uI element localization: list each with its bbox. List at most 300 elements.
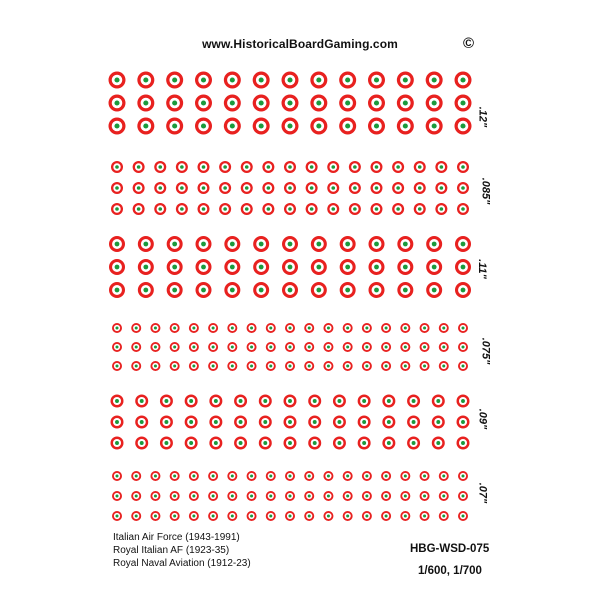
roundel-decal: [111, 161, 123, 173]
roundel-decal: [224, 236, 240, 252]
roundel-decal: [137, 118, 154, 135]
roundel-decal: [112, 323, 122, 333]
roundel-decal: [457, 203, 469, 215]
roundel-decal: [282, 236, 298, 252]
roundel-decal: [343, 491, 353, 501]
roundel-decal: [369, 282, 385, 298]
roundel-decal: [284, 203, 296, 215]
roundel-decal: [266, 491, 276, 501]
roundel-decal: [381, 323, 391, 333]
roundel-decal: [253, 72, 270, 89]
roundel-decal: [343, 511, 353, 521]
roundel-decal: [397, 259, 413, 275]
roundel-section: [109, 72, 472, 135]
roundel-decal: [362, 361, 372, 371]
roundel-decal: [112, 511, 122, 521]
roundel-decal: [154, 203, 166, 215]
roundel-decal: [150, 361, 160, 371]
roundel-decal: [339, 72, 356, 89]
roundel-decal: [397, 95, 414, 112]
roundel-decal: [189, 491, 199, 501]
roundel-section: [109, 236, 471, 298]
roundel-decal: [208, 323, 218, 333]
roundel-decal: [285, 471, 295, 481]
roundel-decal: [109, 236, 125, 252]
roundel-decal: [137, 72, 154, 89]
roundel-decal: [420, 323, 430, 333]
roundel-decal: [381, 342, 391, 352]
roundel-decal: [227, 511, 237, 521]
roundel-decal: [154, 182, 166, 194]
roundel-decal: [381, 471, 391, 481]
roundel-decal: [306, 203, 318, 215]
roundel-decal: [160, 437, 173, 450]
roundel-decal: [358, 416, 371, 429]
roundel-decal: [247, 361, 257, 371]
roundel-decal: [259, 437, 272, 450]
roundel-decal: [333, 437, 346, 450]
roundel-decal: [304, 491, 314, 501]
roundel-decal: [362, 511, 372, 521]
roundel-decal: [170, 361, 180, 371]
roundel-decal: [439, 361, 449, 371]
roundel-decal: [397, 118, 414, 135]
roundel-decal: [340, 259, 356, 275]
roundel-decal: [208, 491, 218, 501]
roundel-decal: [333, 395, 346, 408]
roundel-decal: [189, 342, 199, 352]
roundel-decal: [458, 342, 468, 352]
roundel-decal: [458, 491, 468, 501]
roundel-decal: [259, 395, 272, 408]
roundel-decal: [323, 342, 333, 352]
roundel-decal: [167, 236, 183, 252]
roundel-decal: [426, 72, 443, 89]
roundel-decal: [160, 395, 173, 408]
roundel-decal: [112, 471, 122, 481]
roundel-decal: [282, 259, 298, 275]
roundel-decal: [284, 182, 296, 194]
roundel-decal: [208, 342, 218, 352]
roundel-decal: [432, 395, 445, 408]
roundel-decal: [426, 259, 442, 275]
roundel-decal: [407, 416, 420, 429]
roundel-decal: [150, 323, 160, 333]
roundel-decal: [306, 182, 318, 194]
roundel-decal: [135, 437, 148, 450]
roundel-decal: [333, 416, 346, 429]
roundel-decal: [306, 161, 318, 173]
roundel-decal: [111, 203, 123, 215]
roundel-decal: [455, 72, 472, 89]
roundel-decal: [135, 395, 148, 408]
roundel-decal: [420, 511, 430, 521]
roundel-decal: [109, 259, 125, 275]
roundel-decal: [323, 323, 333, 333]
roundel-decal: [196, 282, 212, 298]
roundel-decal: [323, 361, 333, 371]
roundel-decal: [382, 395, 395, 408]
roundel-decal: [253, 282, 269, 298]
roundel-decal: [400, 471, 410, 481]
roundel-decal: [311, 282, 327, 298]
roundel-decal: [209, 416, 222, 429]
roundel-decal: [369, 259, 385, 275]
roundel-decal: [426, 95, 443, 112]
roundel-decal: [339, 118, 356, 135]
roundel-decal: [196, 236, 212, 252]
roundel-decal: [310, 118, 327, 135]
roundel-decal: [400, 511, 410, 521]
roundel-decal: [170, 323, 180, 333]
roundel-decal: [166, 95, 183, 112]
roundel-decal: [397, 236, 413, 252]
roundel-decal: [308, 416, 321, 429]
roundel-decal: [241, 203, 253, 215]
footer-line: Royal Naval Aviation (1912-23): [113, 558, 251, 569]
roundel-decal: [209, 437, 222, 450]
roundel-decal: [407, 437, 420, 450]
roundel-decal: [253, 118, 270, 135]
roundel-decal: [189, 361, 199, 371]
roundel-decal: [234, 395, 247, 408]
roundel-decal: [227, 342, 237, 352]
roundel-decal: [266, 342, 276, 352]
roundel-decal: [224, 118, 241, 135]
size-label: .075": [479, 337, 492, 365]
roundel-decal: [311, 259, 327, 275]
roundel-decal: [311, 236, 327, 252]
roundel-decal: [310, 72, 327, 89]
roundel-decal: [285, 323, 295, 333]
roundel-decal: [227, 361, 237, 371]
roundel-decal: [131, 511, 141, 521]
roundel-decal: [111, 395, 124, 408]
size-label: .11": [475, 259, 488, 279]
roundel-decal: [414, 182, 426, 194]
roundel-decal: [435, 203, 447, 215]
roundel-decal: [111, 437, 124, 450]
roundel-decal: [241, 182, 253, 194]
roundel-decal: [160, 416, 173, 429]
roundel-decal: [420, 471, 430, 481]
roundel-decal: [362, 471, 372, 481]
roundel-decal: [131, 471, 141, 481]
roundel-decal: [170, 471, 180, 481]
roundel-decal: [371, 203, 383, 215]
roundel-decal: [195, 72, 212, 89]
roundel-decal: [112, 361, 122, 371]
roundel-decal: [368, 72, 385, 89]
roundel-decal: [150, 471, 160, 481]
roundel-decal: [176, 203, 188, 215]
roundel-decal: [349, 161, 361, 173]
roundel-decal: [369, 236, 385, 252]
roundel-decal: [112, 491, 122, 501]
roundel-decal: [284, 395, 297, 408]
roundel-decal: [458, 471, 468, 481]
roundel-decal: [266, 323, 276, 333]
roundel-decal: [170, 491, 180, 501]
roundel-decal: [138, 236, 154, 252]
roundel-decal: [323, 511, 333, 521]
roundel-decal: [455, 259, 471, 275]
roundel-decal: [131, 342, 141, 352]
roundel-decal: [358, 395, 371, 408]
roundel-decal: [371, 182, 383, 194]
roundel-decal: [227, 323, 237, 333]
roundel-decal: [131, 361, 141, 371]
roundel-decal: [371, 161, 383, 173]
roundel-decal: [414, 203, 426, 215]
roundel-decal: [253, 95, 270, 112]
footer-description: [113, 531, 251, 570]
roundel-decal: [285, 491, 295, 501]
roundel-decal: [167, 282, 183, 298]
roundel-decal: [432, 437, 445, 450]
roundel-decal: [308, 395, 321, 408]
roundel-decal: [392, 182, 404, 194]
roundel-decal: [284, 416, 297, 429]
roundel-decal: [339, 95, 356, 112]
roundel-decal: [208, 361, 218, 371]
size-label: .09": [476, 408, 489, 430]
roundel-decal: [458, 361, 468, 371]
roundel-decal: [362, 491, 372, 501]
roundel-decal: [362, 342, 372, 352]
roundel-decal: [304, 361, 314, 371]
roundel-decal: [457, 437, 470, 450]
copyright-symbol: ©: [463, 35, 475, 52]
roundel-section: [112, 323, 468, 371]
roundel-decal: [323, 491, 333, 501]
roundel-decal: [457, 416, 470, 429]
roundel-decal: [400, 491, 410, 501]
roundel-decal: [439, 491, 449, 501]
roundel-section: [111, 395, 470, 450]
roundel-decal: [166, 118, 183, 135]
size-label: .12": [476, 106, 489, 128]
roundel-decal: [176, 182, 188, 194]
roundel-decal: [247, 491, 257, 501]
roundel-decal: [111, 182, 123, 194]
roundel-decal: [227, 491, 237, 501]
roundel-decal: [381, 511, 391, 521]
roundel-decal: [304, 471, 314, 481]
roundel-decal: [266, 511, 276, 521]
roundel-decal: [150, 491, 160, 501]
roundel-decal: [420, 491, 430, 501]
roundel-decal: [247, 511, 257, 521]
roundel-decal: [189, 323, 199, 333]
roundel-decal: [285, 342, 295, 352]
roundel-decal: [135, 416, 148, 429]
roundel-decal: [224, 95, 241, 112]
roundel-decal: [455, 118, 472, 135]
roundel-decal: [439, 511, 449, 521]
roundel-decal: [282, 72, 299, 89]
scale-list: 1/600, 1/700: [418, 565, 482, 577]
roundel-decal: [247, 323, 257, 333]
roundel-decal: [458, 323, 468, 333]
roundel-decal: [224, 72, 241, 89]
roundel-decal: [219, 203, 231, 215]
roundel-decal: [285, 361, 295, 371]
roundel-decal: [432, 416, 445, 429]
roundel-decal: [176, 161, 188, 173]
roundel-decal: [247, 342, 257, 352]
roundel-decal: [455, 282, 471, 298]
roundel-decal: [109, 72, 126, 89]
roundel-decal: [310, 95, 327, 112]
roundel-decal: [189, 511, 199, 521]
roundel-decal: [323, 471, 333, 481]
roundel-decal: [234, 416, 247, 429]
roundel-decal: [109, 118, 126, 135]
roundel-decal: [327, 161, 339, 173]
roundel-decal: [400, 361, 410, 371]
roundel-decal: [414, 161, 426, 173]
roundel-decal: [138, 259, 154, 275]
roundel-decal: [111, 416, 124, 429]
roundel-decal: [185, 416, 198, 429]
roundel-decal: [166, 72, 183, 89]
roundel-decal: [189, 471, 199, 481]
roundel-decal: [112, 342, 122, 352]
roundel-decal: [208, 511, 218, 521]
product-code: HBG-WSD-075: [410, 543, 490, 555]
roundel-decal: [284, 161, 296, 173]
roundel-decal: [327, 203, 339, 215]
roundel-decal: [439, 342, 449, 352]
roundel-decal: [343, 361, 353, 371]
roundel-decal: [455, 236, 471, 252]
footer-line: Italian Air Force (1943-1991): [113, 532, 240, 543]
roundel-decal: [439, 471, 449, 481]
roundel-decal: [150, 511, 160, 521]
roundel-decal: [407, 395, 420, 408]
roundel-decal: [185, 395, 198, 408]
roundel-decal: [308, 437, 321, 450]
roundel-decal: [266, 361, 276, 371]
roundel-decal: [397, 282, 413, 298]
roundel-decal: [304, 511, 314, 521]
roundel-decal: [133, 182, 145, 194]
roundel-decal: [420, 361, 430, 371]
roundel-decal: [400, 323, 410, 333]
roundel-decal: [381, 361, 391, 371]
roundel-decal: [382, 437, 395, 450]
size-label: .07": [476, 482, 489, 504]
roundel-decal: [343, 342, 353, 352]
roundel-decal: [109, 95, 126, 112]
roundel-decal: [131, 323, 141, 333]
roundel-decal: [198, 161, 210, 173]
roundel-decal: [327, 182, 339, 194]
roundel-decal: [198, 182, 210, 194]
roundel-decal: [253, 259, 269, 275]
roundel-decal: [368, 118, 385, 135]
roundel-decal: [282, 118, 299, 135]
roundel-decal: [198, 203, 210, 215]
roundel-decal: [349, 203, 361, 215]
roundel-decal: [340, 282, 356, 298]
roundel-decal: [282, 282, 298, 298]
roundel-decal: [185, 437, 198, 450]
roundel-decal: [150, 342, 160, 352]
website-url: www.HistoricalBoardGaming.com: [202, 37, 398, 51]
roundel-decal: [253, 236, 269, 252]
roundel-decal: [457, 182, 469, 194]
roundel-decal: [247, 471, 257, 481]
roundel-decal: [304, 342, 314, 352]
roundel-decal: [392, 161, 404, 173]
size-label: .085": [479, 177, 492, 205]
roundel-decal: [455, 95, 472, 112]
roundel-decal: [343, 323, 353, 333]
roundel-decal: [420, 342, 430, 352]
roundel-decal: [400, 342, 410, 352]
roundel-section: [112, 471, 468, 521]
roundel-decal: [196, 259, 212, 275]
roundel-decal: [284, 437, 297, 450]
roundel-decal: [262, 182, 274, 194]
roundel-decal: [435, 182, 447, 194]
roundel-decal: [224, 282, 240, 298]
roundel-decal: [131, 491, 141, 501]
roundel-decal: [381, 491, 391, 501]
roundel-decal: [457, 395, 470, 408]
roundel-decal: [241, 161, 253, 173]
roundel-decal: [439, 323, 449, 333]
roundel-decal: [285, 511, 295, 521]
roundel-decal: [138, 282, 154, 298]
roundel-decal: [167, 259, 183, 275]
roundel-section: [111, 161, 469, 215]
roundel-decal: [133, 161, 145, 173]
roundel-decal: [426, 236, 442, 252]
roundel-decal: [227, 471, 237, 481]
roundel-decal: [340, 236, 356, 252]
roundel-decal: [219, 182, 231, 194]
roundel-decal: [209, 395, 222, 408]
roundel-decal: [458, 511, 468, 521]
roundel-decal: [392, 203, 404, 215]
roundel-decal: [195, 95, 212, 112]
footer-line: Royal Italian AF (1923-35): [113, 545, 230, 556]
roundel-decal: [262, 161, 274, 173]
roundel-decal: [224, 259, 240, 275]
roundel-decal: [234, 437, 247, 450]
roundel-decal: [304, 323, 314, 333]
roundel-decal: [282, 95, 299, 112]
roundel-decal: [195, 118, 212, 135]
roundel-decal: [349, 182, 361, 194]
roundel-decal: [109, 282, 125, 298]
roundel-decal: [170, 342, 180, 352]
roundel-decal: [266, 471, 276, 481]
roundel-decal: [426, 282, 442, 298]
roundel-decal: [133, 203, 145, 215]
roundel-decal: [262, 203, 274, 215]
roundel-decal: [137, 95, 154, 112]
roundel-decal: [435, 161, 447, 173]
roundel-decal: [368, 95, 385, 112]
roundel-decal: [397, 72, 414, 89]
roundel-decal: [208, 471, 218, 481]
roundel-decal: [358, 437, 371, 450]
roundel-decal: [259, 416, 272, 429]
